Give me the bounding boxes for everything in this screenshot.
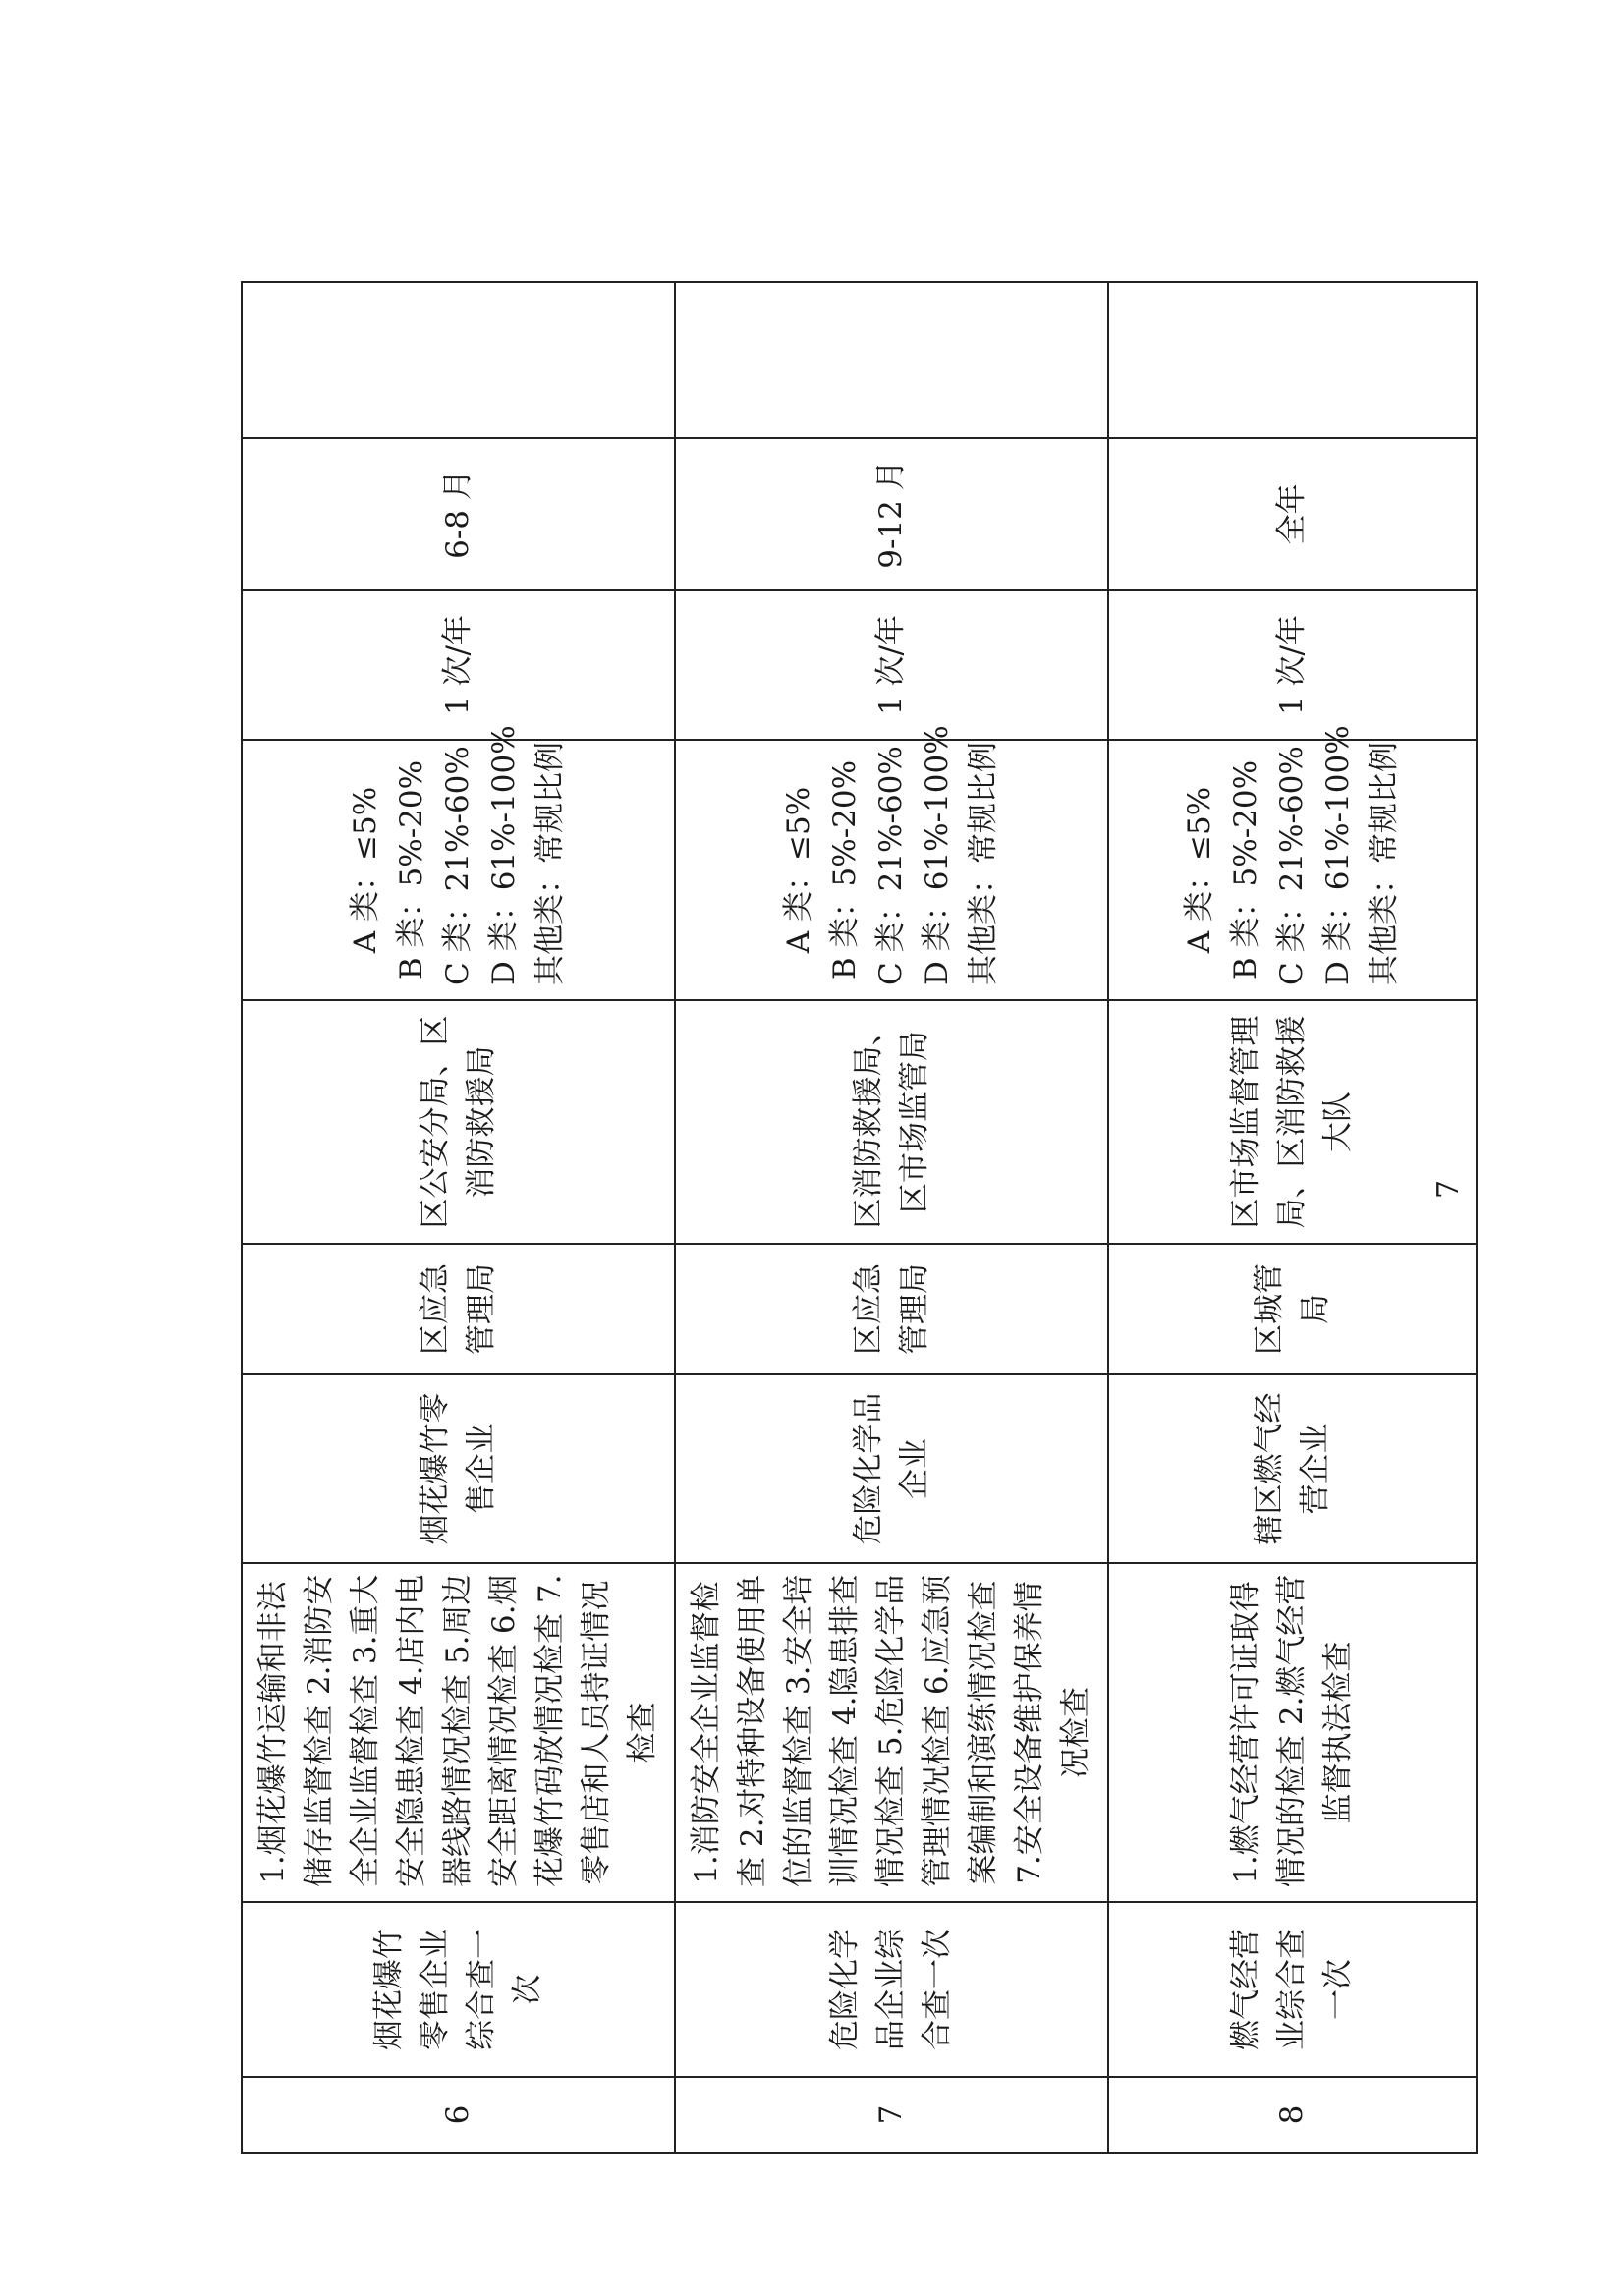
frequency-cell: 1 次/年 (675, 590, 1108, 740)
ratio-cell (242, 725, 675, 1000)
lead-unit-line: 区应急 (850, 1263, 886, 1355)
remark-cell (1108, 282, 1477, 438)
lead-unit-line: 区应急 (417, 1263, 453, 1355)
ratio-line: D 类：61%-100% (1320, 725, 1356, 985)
ratio-cell (1108, 725, 1477, 1000)
content-line: 查 2.对特种设备使用单 (735, 1574, 770, 1887)
coop-unit-line: 区消防救援局、 (850, 1015, 886, 1229)
content-line: 监督执法检查 (1320, 1641, 1356, 1824)
ratio-line: A 类：≤5% (1182, 786, 1217, 954)
content-line: 情况检查 5.危险化学品 (873, 1574, 909, 1887)
content-line: 全企业监督检查 3.重大 (348, 1574, 383, 1887)
content-line: 管理情况检查 6.应急预 (920, 1574, 955, 1887)
content-line: 7.安全设备维护保养情 (1012, 1581, 1047, 1884)
table-row (242, 282, 675, 2153)
target-cell (675, 1374, 1108, 1563)
item-line: 燃气经营 (1228, 1929, 1263, 2050)
content-line: 案编制和演练情况检查 (966, 1580, 1001, 1885)
lead-unit-line: 区城管 (1251, 1263, 1287, 1355)
lead-unit-cell (1108, 1244, 1477, 1374)
content-line: 1.燃气经营许可证取得 (1228, 1581, 1263, 1884)
ratio-line: B 类：5%-20% (394, 759, 429, 980)
coop-unit-line: 大队 (1320, 1092, 1356, 1152)
item-line: 危险化学 (827, 1929, 863, 2050)
item-line: 综合查一 (463, 1929, 499, 2050)
time-cell: 全年 (1108, 438, 1477, 590)
content-line: 安全距离情况检查 6.烟 (486, 1574, 522, 1887)
item-line: 烟花爆竹 (370, 1929, 407, 2050)
coop-unit-cell (242, 1000, 675, 1244)
coop-unit-line: 区市场监管局 (896, 1031, 932, 1213)
target-line: 营企业 (1297, 1423, 1333, 1515)
content-line: 零售店和人员持证情况 (579, 1580, 614, 1885)
item-line: 业综合查 (1274, 1929, 1310, 2050)
target-line: 辖区燃气经 (1251, 1392, 1287, 1545)
remark-cell (675, 282, 1108, 438)
item-cell (242, 1902, 675, 2077)
coop-unit-line: 区市场监督管理 (1228, 1015, 1263, 1229)
lead-unit-line: 管理局 (896, 1263, 932, 1355)
ratio-line: B 类：5%-20% (827, 759, 863, 980)
item-line: 一次 (1320, 1959, 1356, 2020)
ratio-line: A 类：≤5% (348, 786, 383, 954)
content-cell (242, 1563, 675, 1902)
lead-unit-line: 管理局 (463, 1263, 499, 1355)
item-line: 合查一次 (920, 1929, 955, 2050)
ratio-line: B 类：5%-20% (1228, 759, 1263, 980)
target-line: 烟花爆竹零 (417, 1392, 453, 1545)
ratio-cell (675, 725, 1108, 1000)
page-number: 7 (1431, 1179, 1467, 1200)
target-cell (1108, 1374, 1477, 1563)
content-line: 位的监督检查 3.安全培 (781, 1574, 816, 1887)
ratio-line: D 类：61%-100% (486, 725, 522, 985)
remark-cell (242, 282, 675, 438)
ratio-line: C 类：21%-60% (1274, 746, 1310, 985)
lead-unit-cell (675, 1244, 1108, 1374)
content-cell (675, 1563, 1108, 1902)
content-line: 训情况检查 4.隐患排查 (827, 1574, 863, 1887)
coop-unit-line: 区公安分局、区 (417, 1015, 453, 1229)
coop-unit-line: 局、区消防救援 (1274, 1015, 1310, 1229)
content-line: 储存监督检查 2.消防安 (302, 1574, 337, 1887)
content-line: 花爆竹码放情况检查 7. (532, 1574, 568, 1887)
table-row (1108, 282, 1477, 2153)
ratio-line: 其他类：常规比例 (1367, 742, 1402, 985)
rotated-table-area (241, 283, 1402, 2154)
content-line: 1.消防安全企业监督检 (689, 1581, 724, 1884)
frequency-cell: 1 次/年 (242, 590, 675, 740)
ratio-line: C 类：21%-60% (873, 746, 909, 985)
content-cell (1108, 1563, 1477, 1902)
ratio-line: 其他类：常规比例 (532, 742, 568, 985)
coop-unit-line: 消防救援局 (463, 1045, 499, 1199)
target-line: 危险化学品 (850, 1392, 886, 1545)
table-body (242, 282, 1477, 2153)
item-line: 次 (509, 1974, 545, 2005)
content-line: 1.烟花爆竹运输和非法 (255, 1581, 291, 1884)
content-line: 情况的检查 2.燃气经营 (1274, 1574, 1310, 1887)
ratio-line: D 类：61%-100% (920, 725, 955, 985)
time-cell: 6-8 月 (242, 438, 675, 590)
item-line: 品企业综 (873, 1929, 909, 2050)
item-cell (1108, 1902, 1477, 2077)
lead-unit-cell (242, 1244, 675, 1374)
coop-unit-cell (675, 1000, 1108, 1244)
content-line: 器线路情况检查 5.周边 (440, 1574, 476, 1887)
item-line: 零售企业 (417, 1929, 453, 2050)
table-row (675, 282, 1108, 2153)
no-cell: 8 (1108, 2077, 1477, 2153)
target-line: 企业 (896, 1438, 932, 1499)
ratio-line: 其他类：常规比例 (966, 742, 1001, 985)
target-cell (242, 1374, 675, 1563)
ratio-line: A 类：≤5% (781, 786, 816, 954)
ratio-line: C 类：21%-60% (440, 746, 476, 985)
coop-unit-cell (1108, 1000, 1477, 1244)
frequency-cell: 1 次/年 (1108, 590, 1477, 740)
content-line: 检查 (625, 1702, 660, 1763)
content-line: 况检查 (1058, 1687, 1093, 1778)
lead-unit-line: 局 (1297, 1294, 1333, 1324)
time-cell: 9-12 月 (675, 438, 1108, 590)
target-line: 售企业 (463, 1423, 499, 1515)
content-line: 安全隐患检查 4.店内电 (394, 1574, 429, 1887)
no-cell: 6 (242, 2077, 675, 2153)
inspection-table (241, 281, 1478, 2154)
item-cell (675, 1902, 1108, 2077)
no-cell: 7 (675, 2077, 1108, 2153)
